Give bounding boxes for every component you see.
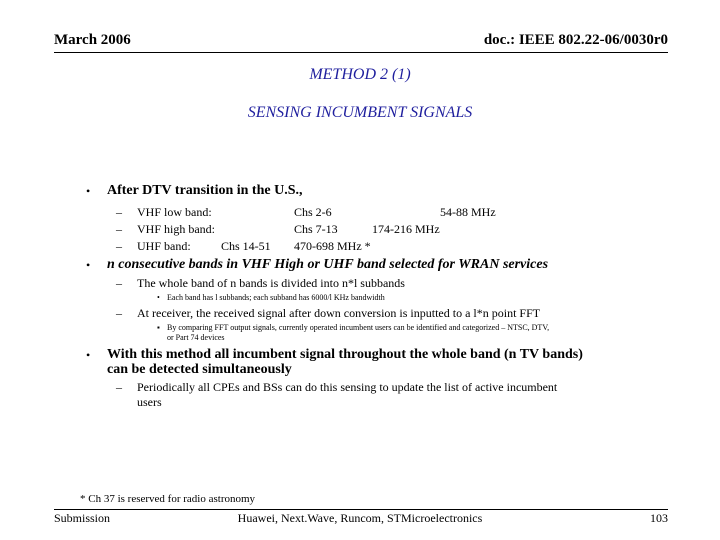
fft-receiver-text: At receiver, the received signal after down conversion is inputted to a l*n point FFT xyxy=(137,306,541,320)
dash-icon: – xyxy=(116,380,122,394)
footer-authors: Huawei, Next.Wave, Runcom, STMicroelectronics xyxy=(237,511,483,525)
footer-rule xyxy=(54,509,668,510)
dash-icon: – xyxy=(116,205,122,219)
dash-icon: – xyxy=(116,222,122,236)
band-channels: Chs 7-13 xyxy=(294,222,338,236)
dash-icon: – xyxy=(116,239,122,253)
bullet-n-consecutive-bands: n consecutive bands in VHF High or UHF band selected for WRAN services xyxy=(107,257,549,272)
slide-title: METHOD 2 (1) xyxy=(309,66,411,83)
band-frequency: 54-88 MHz xyxy=(440,205,496,219)
footer-submission: Submission xyxy=(54,511,111,525)
band-name: VHF high band: xyxy=(137,222,215,236)
periodic-sensing-text-cont: users xyxy=(137,395,162,409)
band-channels: Chs 2-6 xyxy=(294,205,332,219)
band-frequency: 174-216 MHz xyxy=(372,222,440,236)
band-name: VHF low band: xyxy=(137,205,212,219)
bullet-dtv-transition: After DTV transition in the U.S., xyxy=(107,183,303,198)
bullet-icon: • xyxy=(86,258,91,272)
slide-subtitle: SENSING INCUMBENT SIGNALS xyxy=(247,104,473,121)
band-name: UHF band: xyxy=(137,239,191,253)
page-number: 103 xyxy=(650,511,668,525)
dash-icon: – xyxy=(116,306,122,320)
small-bullet-icon: • xyxy=(157,293,160,302)
subband-bandwidth-text: Each band has l subbands; each subband has 6000/l KHz bandwidth xyxy=(167,293,385,302)
bullet-icon: • xyxy=(86,184,91,198)
bullet-simultaneous-detection: With this method all incumbent signal throughout the whole band (n TV bands) xyxy=(107,347,583,362)
bullet-simultaneous-detection-cont: can be detected simultaneously xyxy=(107,362,292,377)
periodic-sensing-text: Periodically all CPEs and BSs can do this sensing to update the list of active incumbent xyxy=(137,380,558,394)
footnote: * Ch 37 is reserved for radio astronomy xyxy=(80,493,256,505)
header-rule xyxy=(54,52,668,53)
fft-comparison-text-cont: or Part 74 devices xyxy=(167,333,225,342)
fft-comparison-text: By comparing FFT output signals, currently operated incumbent users can be identified and categorized – NTSC, DTV, xyxy=(167,323,550,332)
bullet-icon: • xyxy=(86,348,91,362)
band-frequency: 470-698 MHz * xyxy=(294,239,371,253)
subbands-division-text: The whole band of n bands is divided into n*l subbands xyxy=(137,276,405,290)
dash-icon: – xyxy=(116,276,122,290)
header-date: March 2006 xyxy=(54,32,131,48)
header-doc-id: doc.: IEEE 802.22-06/0030r0 xyxy=(483,32,668,48)
square-bullet-icon: ▪ xyxy=(157,323,160,332)
band-channels: Chs 14-51 xyxy=(221,239,271,253)
